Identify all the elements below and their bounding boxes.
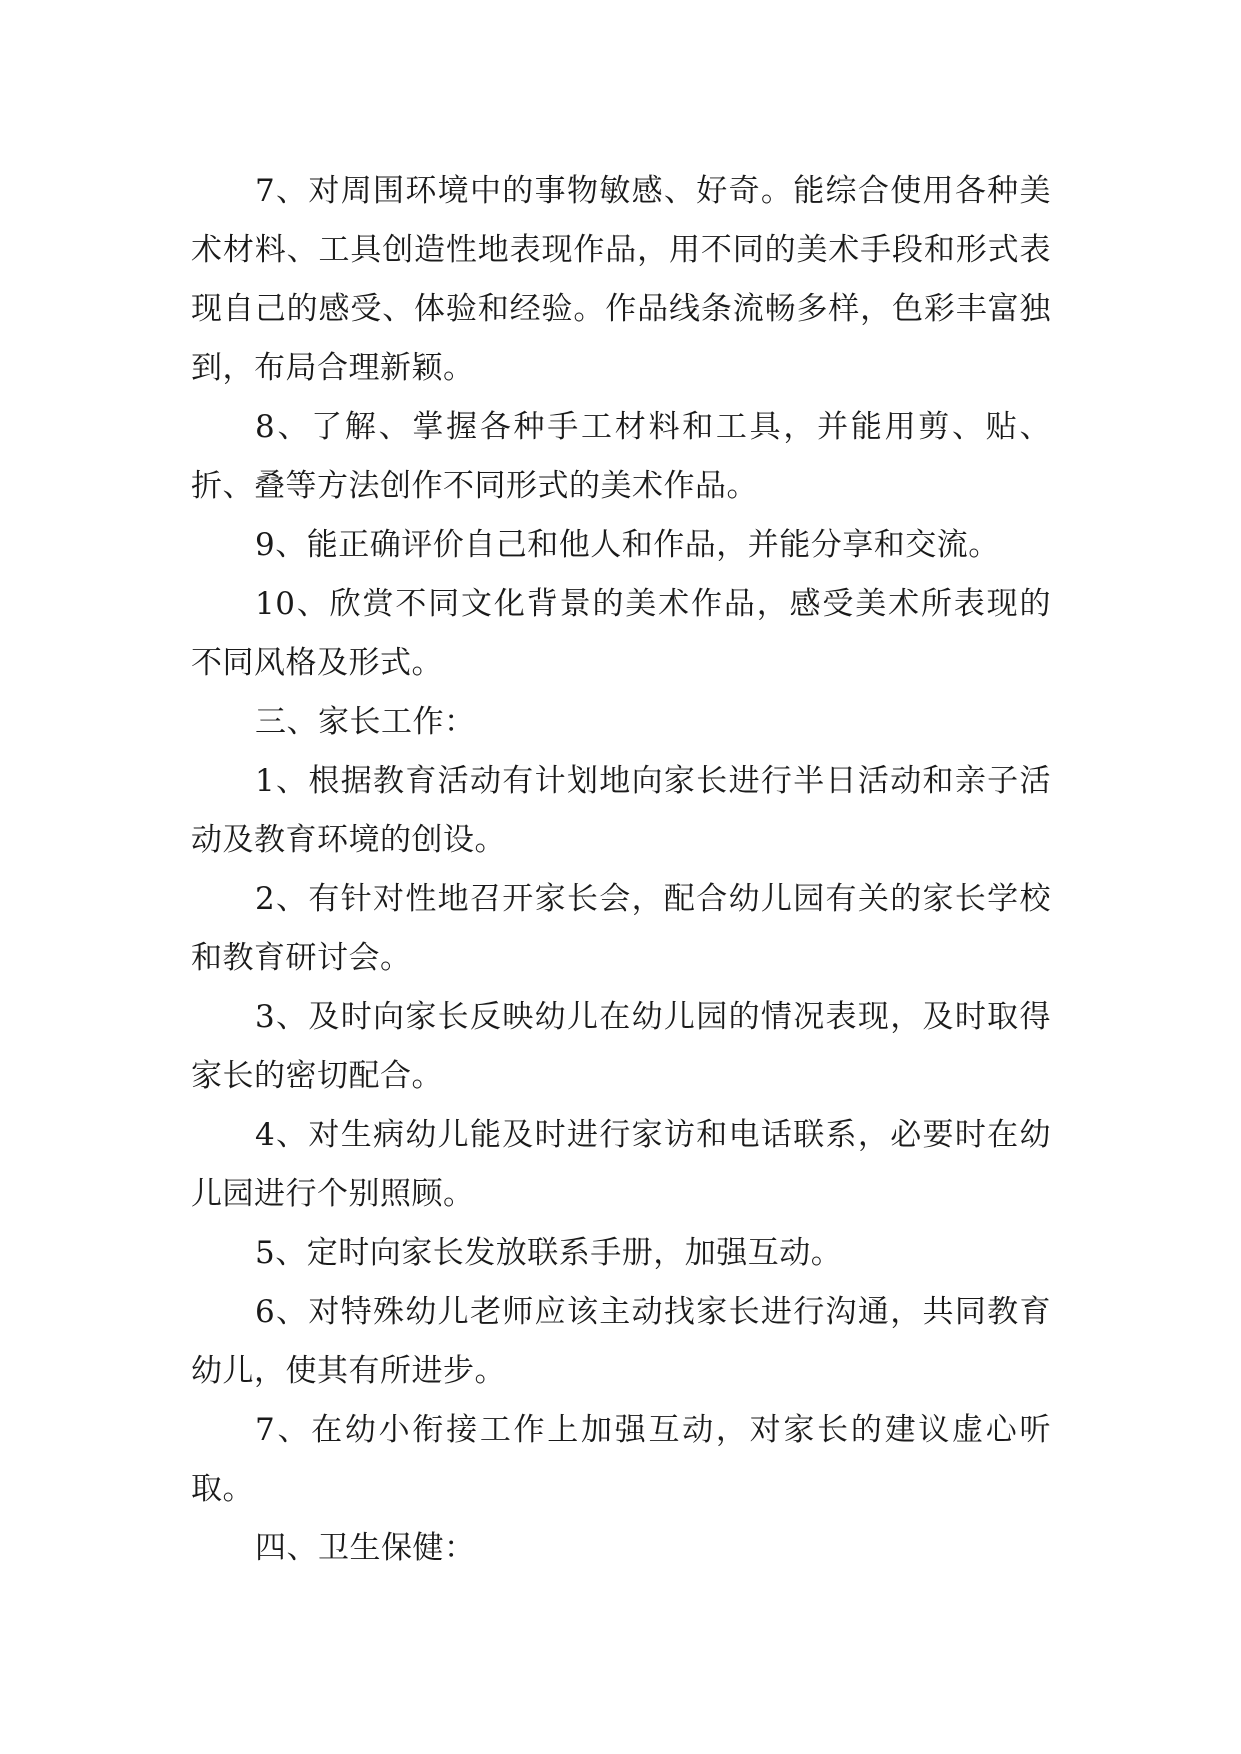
paragraph-parent-item-2: 2、有针对性地召开家长会，配合幼儿园有关的家长学校和教育研讨会。: [191, 881, 1051, 976]
section-heading-health-care: 四、卫生保健：: [255, 1530, 476, 1566]
paragraph-parent-item-7: 7、在幼小衔接工作上加强互动，对家长的建议虚心听取。: [191, 1412, 1051, 1507]
document-body: [191, 162, 1051, 1578]
paragraph-parent-item-6: 6、对特殊幼儿老师应该主动找家长进行沟通，共同教育幼儿，使其有所进步。: [191, 1294, 1051, 1389]
paragraph-art-item-10: 10、欣赏不同文化背景的美术作品，感受美术所表现的不同风格及形式。: [191, 586, 1051, 681]
section-heading-parent-work: 三、家长工作：: [255, 704, 476, 740]
paragraph-art-item-9: 9、能正确评价自己和他人和作品，并能分享和交流。: [255, 527, 1000, 563]
paragraph-art-item-8: 8、了解、掌握各种手工材料和工具，并能用剪、贴、折、叠等方法创作不同形式的美术作品。: [191, 409, 1051, 504]
paragraph-parent-item-5: 5、定时向家长发放联系手册，加强互动。: [255, 1235, 843, 1271]
paragraph-parent-item-4: 4、对生病幼儿能及时进行家访和电话联系，必要时在幼儿园进行个别照顾。: [191, 1117, 1051, 1212]
paragraph-parent-item-1: 1、根据教育活动有计划地向家长进行半日活动和亲子活动及教育环境的创设。: [191, 763, 1051, 858]
paragraph-art-item-7: 7、对周围环境中的事物敏感、好奇。能综合使用各种美术材料、工具创造性地表现作品，用不同的美术手段和形式表现自己的感受、体验和经验。作品线条流畅多样，色彩丰富独到，布局合理新颖。: [191, 173, 1051, 386]
paragraph-parent-item-3: 3、及时向家长反映幼儿在幼儿园的情况表现，及时取得家长的密切配合。: [191, 999, 1051, 1094]
